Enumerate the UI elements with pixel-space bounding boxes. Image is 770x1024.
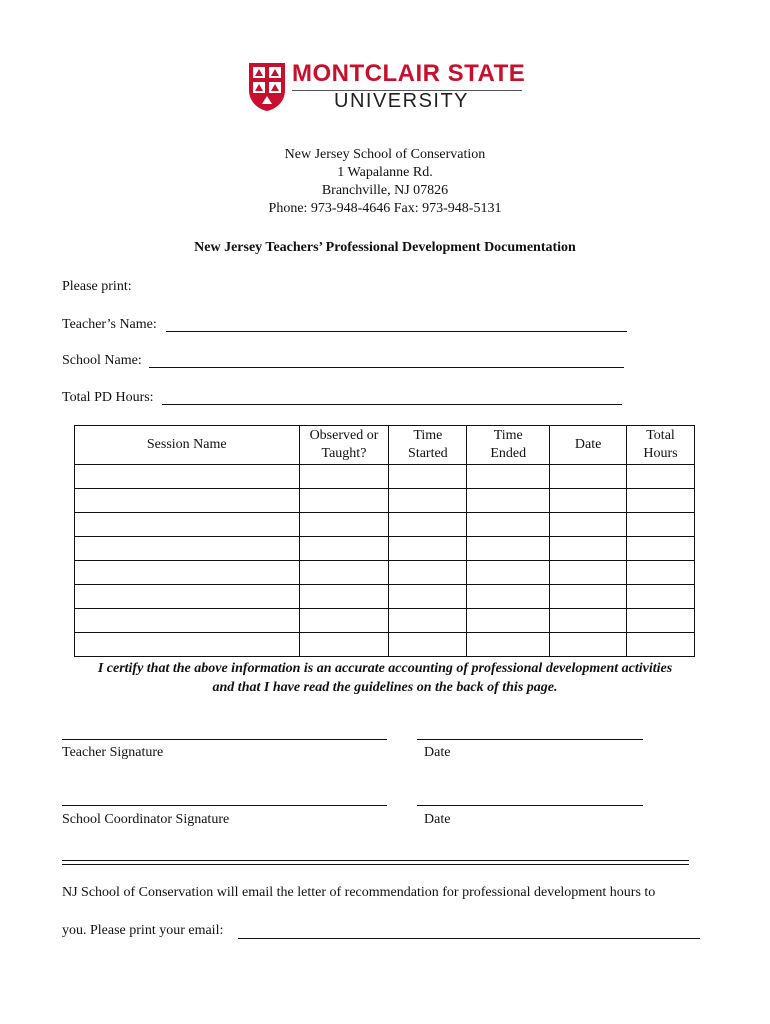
table-cell[interactable] — [627, 537, 695, 561]
table-cell[interactable] — [75, 609, 300, 633]
table-cell[interactable] — [389, 561, 467, 585]
header-date: Date — [550, 426, 627, 465]
email-field[interactable] — [238, 938, 700, 939]
table-cell[interactable] — [389, 633, 467, 657]
table-cell[interactable] — [550, 609, 627, 633]
teacher-signature-field[interactable] — [62, 739, 387, 740]
table-cell[interactable] — [75, 633, 300, 657]
table-cell[interactable] — [550, 633, 627, 657]
table-cell[interactable] — [389, 585, 467, 609]
table-cell[interactable] — [467, 489, 550, 513]
table-cell[interactable] — [467, 585, 550, 609]
teacher-date-field[interactable] — [417, 739, 643, 740]
table-cell[interactable] — [299, 585, 389, 609]
table-cell[interactable] — [627, 513, 695, 537]
table-cell[interactable] — [299, 537, 389, 561]
table-row — [75, 537, 695, 561]
header-observed-or-taught: Observed or Taught? — [299, 426, 389, 465]
logo-line-1: MONTCLAIR STATE — [292, 60, 526, 87]
table-cell[interactable] — [467, 465, 550, 489]
table-cell[interactable] — [299, 465, 389, 489]
table-cell[interactable] — [299, 513, 389, 537]
table-cell[interactable] — [467, 561, 550, 585]
session-log-table — [74, 425, 695, 657]
table-cell[interactable] — [550, 561, 627, 585]
table-cell[interactable] — [627, 561, 695, 585]
table-cell[interactable] — [627, 585, 695, 609]
table-cell[interactable] — [550, 489, 627, 513]
table-cell[interactable] — [627, 465, 695, 489]
table-row — [75, 513, 695, 537]
table-cell[interactable] — [467, 633, 550, 657]
school-name-label: School Name: — [62, 353, 142, 368]
table-cell[interactable] — [299, 609, 389, 633]
table-cell[interactable] — [75, 561, 300, 585]
teacher-signature-label: Teacher Signature — [62, 745, 164, 760]
table-cell[interactable] — [627, 609, 695, 633]
table-cell[interactable] — [389, 609, 467, 633]
table-cell[interactable] — [75, 489, 300, 513]
teacher-name-label: Teacher’s Name: — [62, 317, 157, 332]
table-cell[interactable] — [299, 489, 389, 513]
table-cell[interactable] — [299, 561, 389, 585]
table-row — [75, 465, 695, 489]
section-divider — [62, 860, 689, 865]
please-print-label: Please print: — [62, 279, 132, 294]
table-cell[interactable] — [75, 465, 300, 489]
coordinator-date-field[interactable] — [417, 805, 643, 806]
email-notice: NJ School of Conservation will email the letter of recommendation for professional development hours to — [62, 885, 656, 900]
header-time-started: Time Started — [389, 426, 467, 465]
table-header-row — [75, 426, 695, 465]
header-time-ended: Time Ended — [467, 426, 550, 465]
header-session-name: Session Name — [75, 426, 300, 465]
coordinator-signature-label: School Coordinator Signature — [62, 812, 230, 827]
table-row — [75, 633, 695, 657]
table-cell[interactable] — [299, 633, 389, 657]
certification-line-1: I certify that the above information is an accurate accounting of professional development activities — [97, 661, 673, 676]
table-cell[interactable] — [389, 537, 467, 561]
total-pd-hours-field[interactable] — [162, 404, 622, 405]
table-cell[interactable] — [389, 513, 467, 537]
university-logo — [248, 62, 528, 118]
coordinator-signature-field[interactable] — [62, 805, 387, 806]
email-label: you. Please print your email: — [62, 923, 224, 938]
address-city: Branchville, NJ 07826 — [321, 183, 449, 198]
table-cell[interactable] — [467, 609, 550, 633]
total-pd-hours-label: Total PD Hours: — [62, 390, 154, 405]
logo-line-2: UNIVERSITY — [334, 90, 470, 112]
certification-statement — [0, 659, 770, 697]
table-cell[interactable] — [75, 513, 300, 537]
table-row — [75, 609, 695, 633]
table-cell[interactable] — [467, 537, 550, 561]
certification-line-2: and that I have read the guidelines on the back of this page. — [212, 680, 558, 695]
address-phone-fax: Phone: 973-948-4646 Fax: 973-948-5131 — [268, 201, 502, 216]
address-org: New Jersey School of Conservation — [284, 147, 486, 162]
table-cell[interactable] — [550, 537, 627, 561]
table-row — [75, 585, 695, 609]
document-title: New Jersey Teachers’ Professional Development Documentation — [194, 240, 576, 255]
crest-icon — [248, 62, 286, 112]
header-total-hours: Total Hours — [627, 426, 695, 465]
address-street: 1 Wapalanne Rd. — [337, 165, 433, 180]
table-row — [75, 561, 695, 585]
table-cell[interactable] — [550, 585, 627, 609]
table-row — [75, 489, 695, 513]
table-cell[interactable] — [467, 513, 550, 537]
table-cell[interactable] — [627, 489, 695, 513]
table-cell[interactable] — [550, 513, 627, 537]
table-cell[interactable] — [75, 585, 300, 609]
table-cell[interactable] — [550, 465, 627, 489]
table-cell[interactable] — [389, 465, 467, 489]
teacher-date-label: Date — [424, 745, 451, 760]
coordinator-date-label: Date — [424, 812, 451, 827]
table-cell[interactable] — [627, 633, 695, 657]
school-name-field[interactable] — [149, 367, 624, 368]
table-cell[interactable] — [75, 537, 300, 561]
table-cell[interactable] — [389, 489, 467, 513]
teacher-name-field[interactable] — [166, 331, 627, 332]
